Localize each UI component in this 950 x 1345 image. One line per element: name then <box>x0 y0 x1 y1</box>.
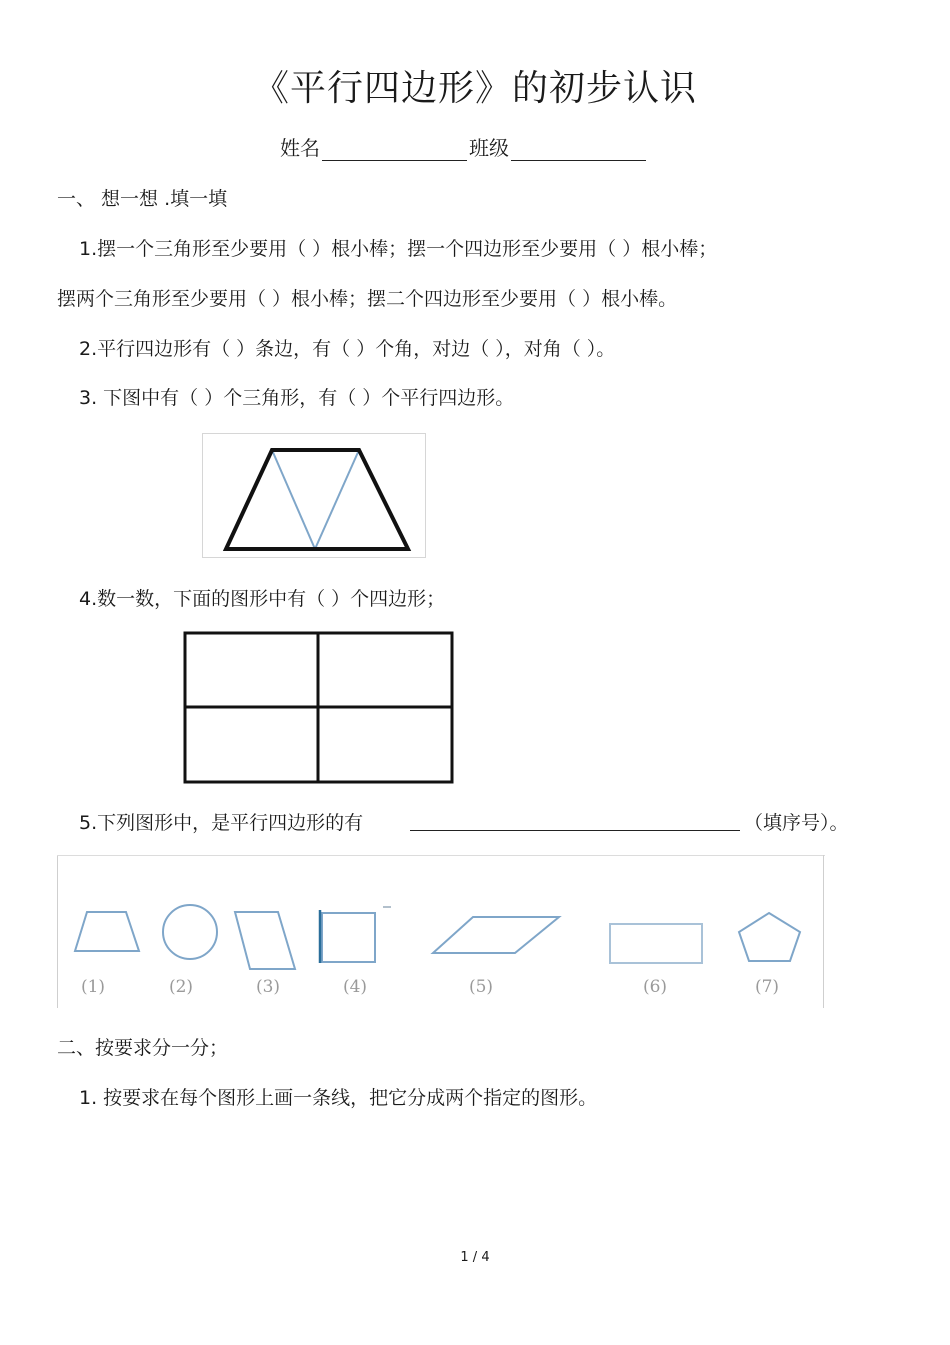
question-1-line-2: 摆两个三角形至少要用（ ）根小棒；摆二个四边形至少要用（ ）根小棒。 <box>57 288 678 310</box>
shape-2-circle <box>163 905 217 959</box>
shape-1-trapezoid <box>75 912 139 951</box>
shapes-strip <box>57 855 825 1008</box>
shape-4-square <box>322 913 375 962</box>
shape-5-parallelogram <box>433 917 559 953</box>
question-4: 4.数一数，下面的图形中有（ ）个四边形； <box>79 588 446 610</box>
blue-diagonal-right <box>315 450 359 549</box>
question-3: 3. 下图中有（ ）个三角形，有（ ）个平行四边形。 <box>79 387 515 409</box>
student-info <box>280 132 646 161</box>
shape-label: (5) <box>468 977 494 997</box>
shape-label: (3) <box>255 977 281 997</box>
page-number: 1 / 4 <box>460 1250 490 1265</box>
question-5-prefix: 5.下列图形中，是平行四边形的有 <box>79 812 364 834</box>
question-5-suffix: （填序号）。 <box>744 812 849 834</box>
shape-label: (6) <box>642 977 668 997</box>
shape-label: (4) <box>342 977 368 997</box>
question-5-answer-blank[interactable] <box>410 808 740 831</box>
shape-3-quadrilateral <box>235 912 295 969</box>
class-blank[interactable] <box>511 136 646 161</box>
shape-6-rectangle <box>610 924 702 963</box>
shape-label: (1) <box>80 977 106 997</box>
shape-label: (2) <box>168 977 194 997</box>
section2-question-1: 1. 按要求在每个图形上画一条线，把它分成两个指定的图形。 <box>79 1087 598 1109</box>
trapezoid-figure <box>202 433 426 558</box>
class-label: 班级 <box>469 136 509 160</box>
question-2: 2.平行四边形有（ ）条边，有（ ）个角，对边（ ），对角（ ）。 <box>79 338 616 360</box>
grid-rectangle-figure <box>183 631 455 785</box>
section2-heading: 二、按要求分一分； <box>57 1037 229 1059</box>
section1-heading: 一、 想一想 .填一填 <box>57 188 228 210</box>
shape-label: (7) <box>754 977 780 997</box>
name-blank[interactable] <box>322 136 467 161</box>
page-title: 《平行四边形》的初步认识 <box>252 68 697 109</box>
blue-diagonal-left <box>272 450 315 549</box>
name-label: 姓名 <box>280 136 320 160</box>
shape-7-pentagon <box>739 913 800 961</box>
question-1-line-1: 1.摆一个三角形至少要用（ ）根小棒；摆一个四边形至少要用（ ）根小棒； <box>79 238 718 260</box>
trapezoid-outline <box>226 450 408 549</box>
